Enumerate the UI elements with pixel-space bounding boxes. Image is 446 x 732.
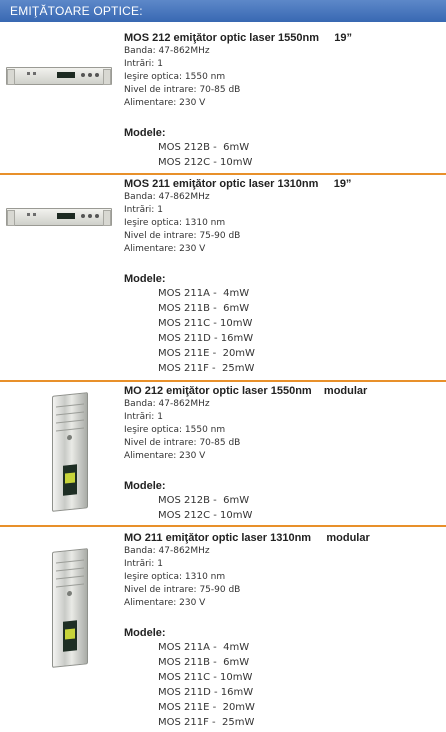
model-item: MOS 211E - 20mW — [158, 702, 255, 713]
spec-power: Alimentare: 230 V — [124, 244, 206, 254]
spec-inputs: Intrări: 1 — [124, 59, 163, 69]
spec-band: Banda: 47-862MHz — [124, 192, 210, 202]
spec-input-level: Nivel de intrare: 70-85 dB — [124, 85, 241, 95]
spec-power: Alimentare: 230 V — [124, 598, 206, 608]
model-item: MOS 211C - 10mW — [158, 318, 253, 329]
spec-output: Ieşire optica: 1310 nm — [124, 218, 226, 228]
modular-unit-image — [52, 550, 88, 666]
model-item: MOS 211B - 6mW — [158, 303, 250, 314]
model-item: MOS 211F - 25mW — [158, 717, 255, 728]
product-title: MO 211 emiţător optic laser 1310nm modular — [124, 532, 370, 544]
spec-inputs: Intrări: 1 — [124, 559, 163, 569]
product-title: MOS 212 emiţător optic laser 1550nm 19” — [124, 32, 353, 44]
models-heading: Modele: — [124, 480, 166, 492]
model-item: MOS 212B - 6mW — [158, 495, 250, 506]
spec-power: Alimentare: 230 V — [124, 451, 206, 461]
spec-input-level: Nivel de intrare: 70-85 dB — [124, 438, 241, 448]
model-item: MOS 211D - 16mW — [158, 333, 254, 344]
rack-unit-image — [6, 67, 112, 85]
models-heading: Modele: — [124, 273, 166, 285]
product-info-mos-211 — [124, 177, 351, 376]
rack-unit-image — [6, 208, 112, 226]
product-title: MO 212 emiţător optic laser 1550nm modular — [124, 385, 368, 397]
product-title: MOS 211 emiţător optic laser 1310nm 19” — [124, 178, 352, 190]
spec-input-level: Nivel de intrare: 75-90 dB — [124, 231, 241, 241]
product-info-mo-212 — [124, 384, 367, 523]
model-item: MOS 212C - 10mW — [158, 157, 253, 168]
spec-output: Ieşire optica: 1550 nm — [124, 425, 226, 435]
model-item: MOS 211F - 25mW — [158, 363, 255, 374]
model-item: MOS 211E - 20mW — [158, 348, 255, 359]
spec-input-level: Nivel de intrare: 75-90 dB — [124, 585, 241, 595]
section-header: EMIŢĂTOARE OPTICE: — [0, 0, 446, 22]
spec-inputs: Intrări: 1 — [124, 205, 163, 215]
model-item: MOS 211A - 4mW — [158, 288, 250, 299]
spec-inputs: Intrări: 1 — [124, 412, 163, 422]
spec-band: Banda: 47-862MHz — [124, 399, 210, 409]
spec-output: Ieşire optica: 1310 nm — [124, 572, 226, 582]
model-item: MOS 211B - 6mW — [158, 657, 250, 668]
model-item: MOS 212B - 6mW — [158, 142, 250, 153]
spec-band: Banda: 47-862MHz — [124, 46, 210, 56]
section-divider — [0, 380, 446, 382]
section-divider — [0, 173, 446, 175]
model-item: MOS 211C - 10mW — [158, 672, 253, 683]
modular-unit-image — [52, 394, 88, 510]
model-item: MOS 211D - 16mW — [158, 687, 254, 698]
spec-power: Alimentare: 230 V — [124, 98, 206, 108]
model-item: MOS 212C - 10mW — [158, 510, 253, 521]
product-info-mo-211 — [124, 531, 370, 730]
product-info-mos-212 — [124, 31, 352, 170]
spec-output: Ieşire optica: 1550 nm — [124, 72, 226, 82]
models-heading: Modele: — [124, 127, 166, 139]
spec-band: Banda: 47-862MHz — [124, 546, 210, 556]
model-item: MOS 211A - 4mW — [158, 642, 250, 653]
models-heading: Modele: — [124, 627, 166, 639]
section-divider — [0, 525, 446, 527]
